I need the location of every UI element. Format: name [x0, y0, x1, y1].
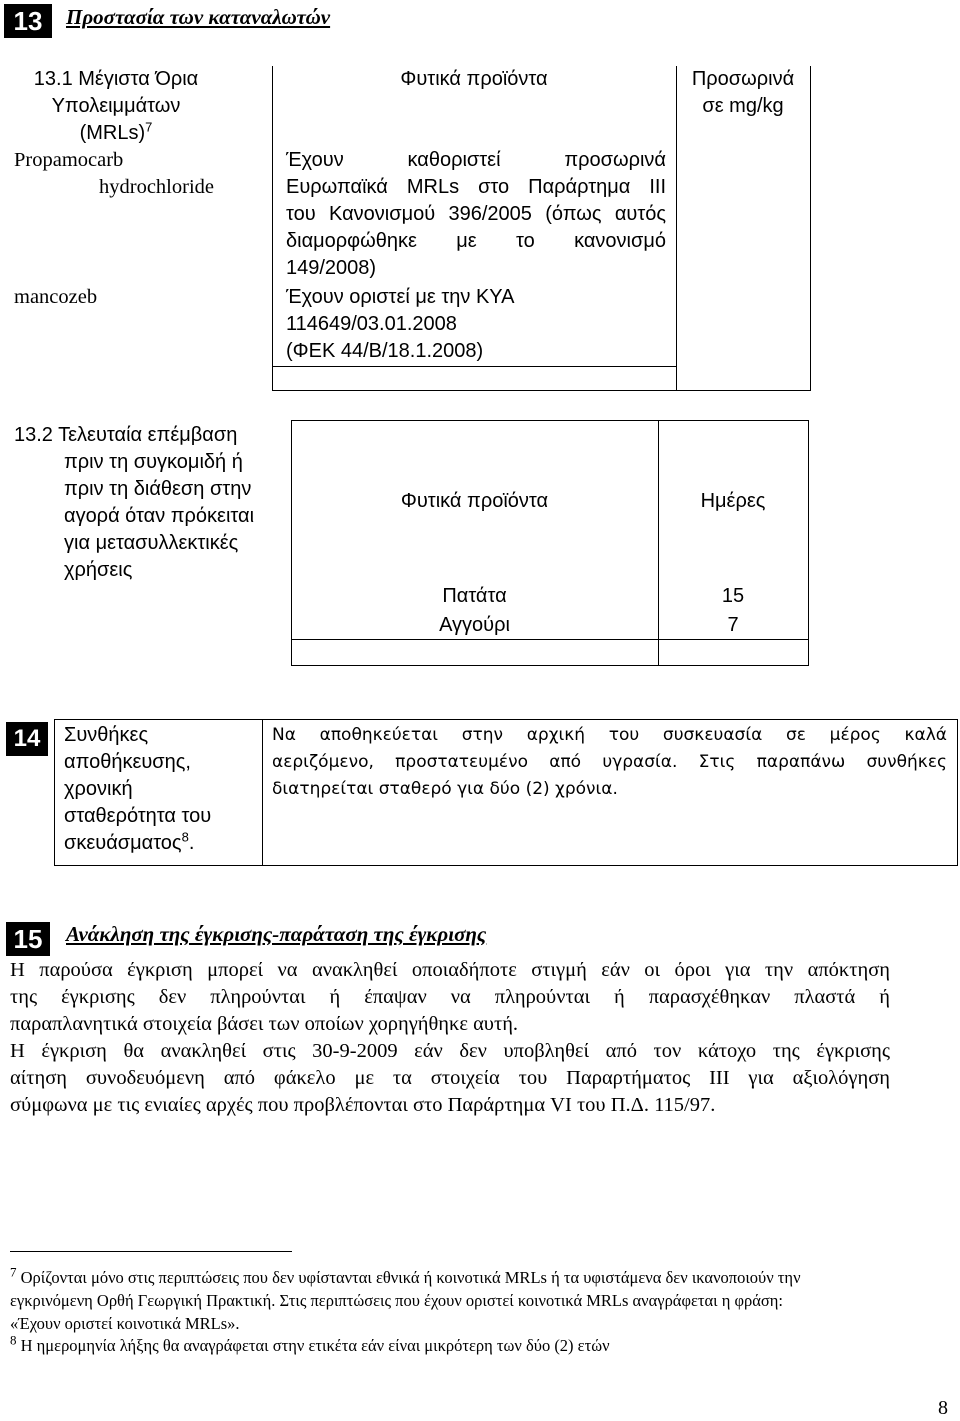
phi-label: 13.2 Τελευταία επέμβαση πριν τη συγκομιδή ή πριν τη διάθεση στην αγορά όταν πρόκειται για μετασυλλεκτικές χρήσεις: [14, 424, 255, 581]
storage-label: Συνθήκες αποθήκευσης, χρονική σταθερότητα του σκευάσματος$^8$.: [64, 724, 212, 854]
revocation-paragraph-2: Η έγκριση θα ανακληθεί στις 30-9-2009 εάν δεν υποβληθεί από τον κάτοχο της έγκρισης αίτηση συνοδευόμενη από φάκελο με τα στοιχεία του Παραρτήματος ΙΙΙ για αξιολόγηση σύμφωνα με τις ενιαίες αρχές που προβλέπονται στο Παράρτημα VI του Π.Δ. 115/97.: [10, 1040, 890, 1116]
phi-row-cucumber: Αγγούρι: [439, 614, 510, 636]
phi-col-products: Φυτικά προϊόντα: [400, 490, 549, 512]
section-14-badge: 14: [6, 722, 48, 756]
substance-propamocarb: Propamocarb hydrochloride: [14, 149, 214, 198]
phi-col-days: Ημέρες: [700, 490, 766, 512]
section-13-badge: 13: [4, 4, 52, 38]
phi-row-potato-days: 15: [721, 585, 745, 607]
substance-mancozeb: mancozeb: [14, 286, 98, 308]
page-number: 8: [938, 1397, 948, 1419]
footnote-7: $^7$ Ορίζονται μόνο στις περιπτώσεις που δεν υφίστανται εθνικά ή κοινοτικά MRLs ή τα υφιστάμενα δεν ικανοποιούν την εγκρινόμενη Ορθή Γεωργική Πρακτική. Στις περιπτώσεις που έχουν οριστεί κοινοτικά MRLs αναγράφεται η φράση: «Έχουν οριστεί κοινοτικά MRLs».: [10, 1264, 801, 1333]
mrl-col-unit: Προσωρινά σε mg/kg: [691, 68, 795, 117]
revocation-paragraph-1: Η παρούσα έγκριση μπορεί να ανακληθεί οποιαδήποτε στιγμή εάν οι όροι για την απόκτηση της έγκρισης δεν πληρούνται ή έπαψαν να πληρούνται ή παρασχέθηκαν πλαστά ή παραπλανητικά στοιχεία βάσει των οποίων χορηγήθηκε αυτή.: [10, 959, 890, 1035]
section-13-title: Προστασία των καταναλωτών: [66, 5, 331, 29]
phi-row-cucumber-days: 7: [727, 614, 739, 636]
mrl-label: 13.1 Μέγιστα Όρια Υπολειμμάτων (MRLs)$^7$: [33, 68, 199, 144]
section-15-badge: 15: [6, 922, 50, 956]
mrl-text-mancozeb: Έχουν οριστεί με την ΚΥΑ 114649/03.01.2008 (ΦΕΚ 44/Β/18.1.2008): [286, 286, 515, 362]
storage-text: Να αποθηκεύεται στην αρχική του συσκευασία σε μέρος καλά αεριζόμενο, προστατευμένο από υγρασία. Στις παραπάνω συνθήκες διατηρείται σταθερό για δύο (2) χρόνια.: [272, 725, 947, 799]
footnote-separator: [10, 1251, 292, 1252]
section-15-title: Ανάκληση της έγκρισης-παράταση της έγκρισης: [66, 922, 487, 946]
mrl-text-propamocarb: Έχουν καθοριστεί προσωρινά Ευρωπαϊκά MRLs στο Παράρτημα III του Κανονισμού 396/2005 (όπως αυτός διαμορφώθηκε με το κανονισμό 149/2008): [286, 149, 666, 279]
phi-row-potato: Πατάτα: [442, 585, 507, 607]
footnote-8: $^8$ Η ημερομηνία λήξης θα αναγράφεται στην ετικέτα εάν είναι μικρότερη των δύο (2) ετών: [10, 1332, 610, 1355]
mrl-col-products: Φυτικά προϊόντα: [400, 68, 548, 90]
